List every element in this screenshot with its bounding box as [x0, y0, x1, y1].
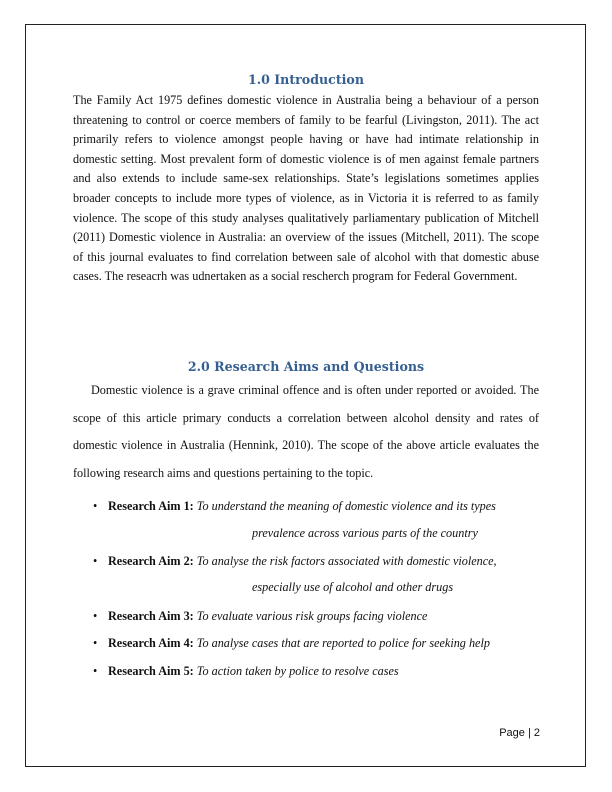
aim-text: To evaluate various risk groups facing violence	[196, 609, 428, 623]
aim-text-continued: prevalence across various parts of the country	[252, 526, 478, 540]
page-number: Page | 2	[499, 727, 540, 739]
bullet-icon: •	[93, 609, 98, 623]
bullet-icon: •	[93, 499, 98, 513]
bullet-icon: •	[93, 664, 98, 678]
aim-text: To understand the meaning of domestic violence and its types	[196, 499, 496, 513]
list-item-aim-3	[93, 608, 427, 624]
list-item-aim-2	[93, 553, 497, 569]
bullet-icon: •	[93, 554, 98, 568]
aim-label: Research Aim 5:	[108, 664, 194, 678]
aim-label: Research Aim 3:	[108, 609, 194, 623]
section-heading-research-aims: 2.0 Research Aims and Questions	[187, 359, 425, 374]
aim-text: To analyse the risk factors associated with domestic violence,	[196, 554, 497, 568]
aim-label: Research Aim 4:	[108, 636, 194, 650]
section-heading-introduction: 1.0 Introduction	[248, 72, 364, 87]
aim-label: Research Aim 2:	[108, 554, 194, 568]
list-item-aim-1	[93, 498, 496, 514]
aim-text-continued: especially use of alcohol and other drugs	[252, 580, 454, 594]
aim-text: To analyse cases that are reported to police for seeking help	[196, 636, 490, 650]
list-item-aim-5	[93, 663, 399, 679]
aim-label: Research Aim 1:	[108, 499, 194, 513]
introduction-paragraph: The Family Act 1975 defines domestic violence in Australia being a behaviour of a person threatening to control or coerce members of family to be fearful (Livingston, 2011). The act primarily refers to violence amongst people having or have had intimate relationship in domestic setting. Most prevalent form of domestic violence is of men against female partners and also extends to include same-sex relationships. State’s legislations sometimes applies broader concepts to include more types of violence, as in Victoria it is referred to as family violence. The scope of this study analyses qualitatively parliamentary publication of Mitchell (2011) Domestic violence in Australia: an overview of the issues (Mitchell, 2011). The scope of this journal evaluates to find correlation between sale of alcohol with that domestic abuse cases. The reseacrh was udnertaken as a social rescherch program for Federal Government.	[73, 93, 539, 284]
bullet-icon: •	[93, 636, 98, 650]
list-item-aim-4	[93, 635, 490, 651]
research-aims-paragraph: Domestic violence is a grave criminal offence and is often under reported or avoided. The scope of this article primary conducts a correlation between alcohol density and rates of domestic violence in Australia (Hennink, 2010). The scope of the above article evaluates the following research aims and questions pertaining to the topic.	[73, 383, 539, 480]
aim-text: To action taken by police to resolve cases	[196, 664, 399, 678]
